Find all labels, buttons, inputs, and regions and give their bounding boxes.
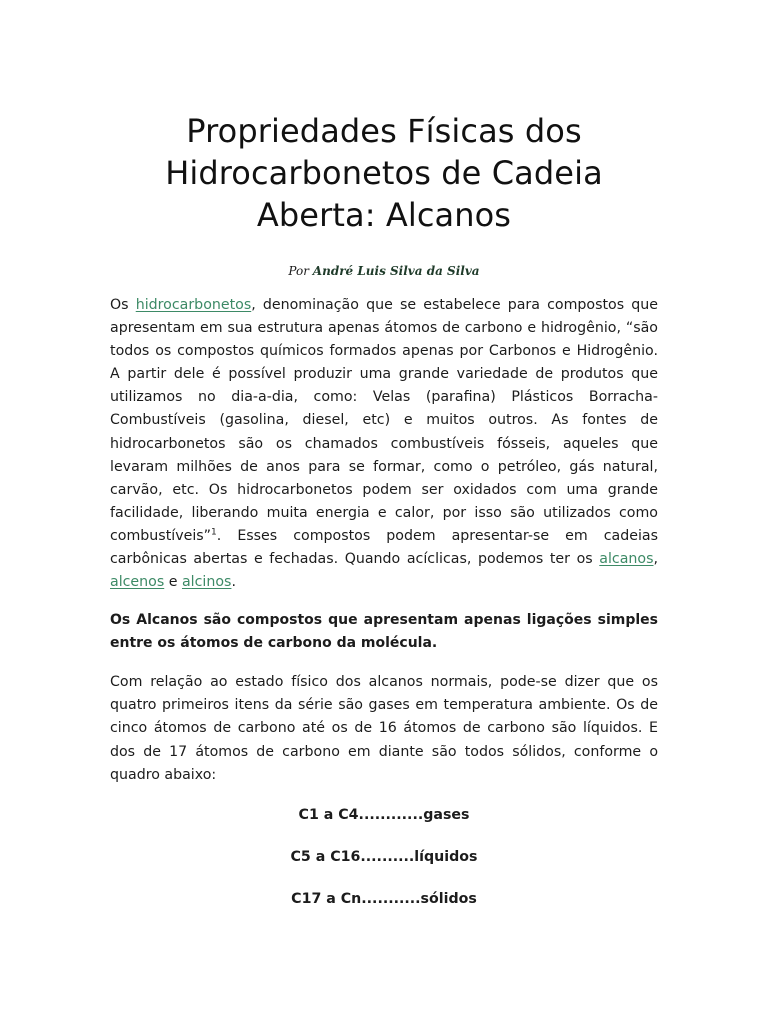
physical-state-paragraph: Com relação ao estado físico dos alcanos normais, pode-se dizer que os quatro primeiros itens da série são gases em temperatura ambiente. Os de cinco átomos de carbono até os de 16 átomos de carbono são líquidos. E dos de 17 átomos de carbono em diante são todos sólidos, conforme o quadro abaixo:: [110, 674, 658, 783]
link-hidrocarbonetos[interactable]: hidrocarbonetos: [135, 297, 252, 313]
author-prefix: Por: [288, 264, 309, 278]
intro-end: .: [231, 574, 236, 591]
author-name: André Luis Silva da Silva: [312, 264, 480, 278]
physical-state-table: [110, 805, 658, 909]
intro-text-2: , denominação que se estabelece para compostos que apresentam em sua estrutura apenas átomos de carbono e hidrogênio, “são todos os compostos químicos formados apenas por Carbonos e Hidrogênio. A partir dele é possível produzir uma grande variedade de produtos que utilizamos no dia-a-dia, como: Velas (parafina) Plásticos Borracha- Combustíveis (gasolina, diesel, etc) e muitos outros. As fontes de hidrocarbonetos são os chamados combustíveis fósseis, aqueles que levaram milhões de anos para se formar, como o petróleo, gás natural, carvão, etc. Os hidrocarbonetos podem ser oxidados com uma grande facilidade, liberando muita energia e calor, por isso são utilizados como combustíveis”: [110, 297, 658, 544]
intro-separator-2: e: [164, 574, 182, 591]
footnote-marker[interactable]: 1: [211, 527, 217, 538]
intro-separator-1: ,: [653, 551, 658, 568]
link-alcinos[interactable]: alcinos: [181, 574, 232, 591]
intro-text-3: . Esses compostos podem apresentar-se em cadeias carbônicas abertas e fechadas. Quando acíclicas, podemos ter os: [110, 527, 658, 568]
page-title: [110, 110, 658, 236]
intro-text-1: Os: [110, 297, 136, 313]
title-line-3: Aberta: Alcanos: [256, 196, 512, 234]
author-byline: [110, 264, 658, 278]
title-line-1: Propriedades Físicas dos: [186, 112, 582, 150]
document-page: [110, 110, 658, 931]
series-solids: C17 a Cn...........sólidos: [291, 890, 477, 907]
link-alcanos[interactable]: alcanos: [599, 551, 654, 568]
link-alcenos[interactable]: alcenos: [110, 574, 165, 591]
series-gases: C1 a C4............gases: [298, 806, 470, 823]
series-liquids: C5 a C16..........líquidos: [290, 848, 478, 865]
intro-paragraph: [110, 294, 658, 594]
title-line-2: Hidrocarbonetos de Cadeia: [165, 154, 603, 192]
alkane-definition: Os Alcanos são compostos que apresentam apenas ligações simples entre os átomos de carbono da molécula.: [110, 612, 658, 652]
